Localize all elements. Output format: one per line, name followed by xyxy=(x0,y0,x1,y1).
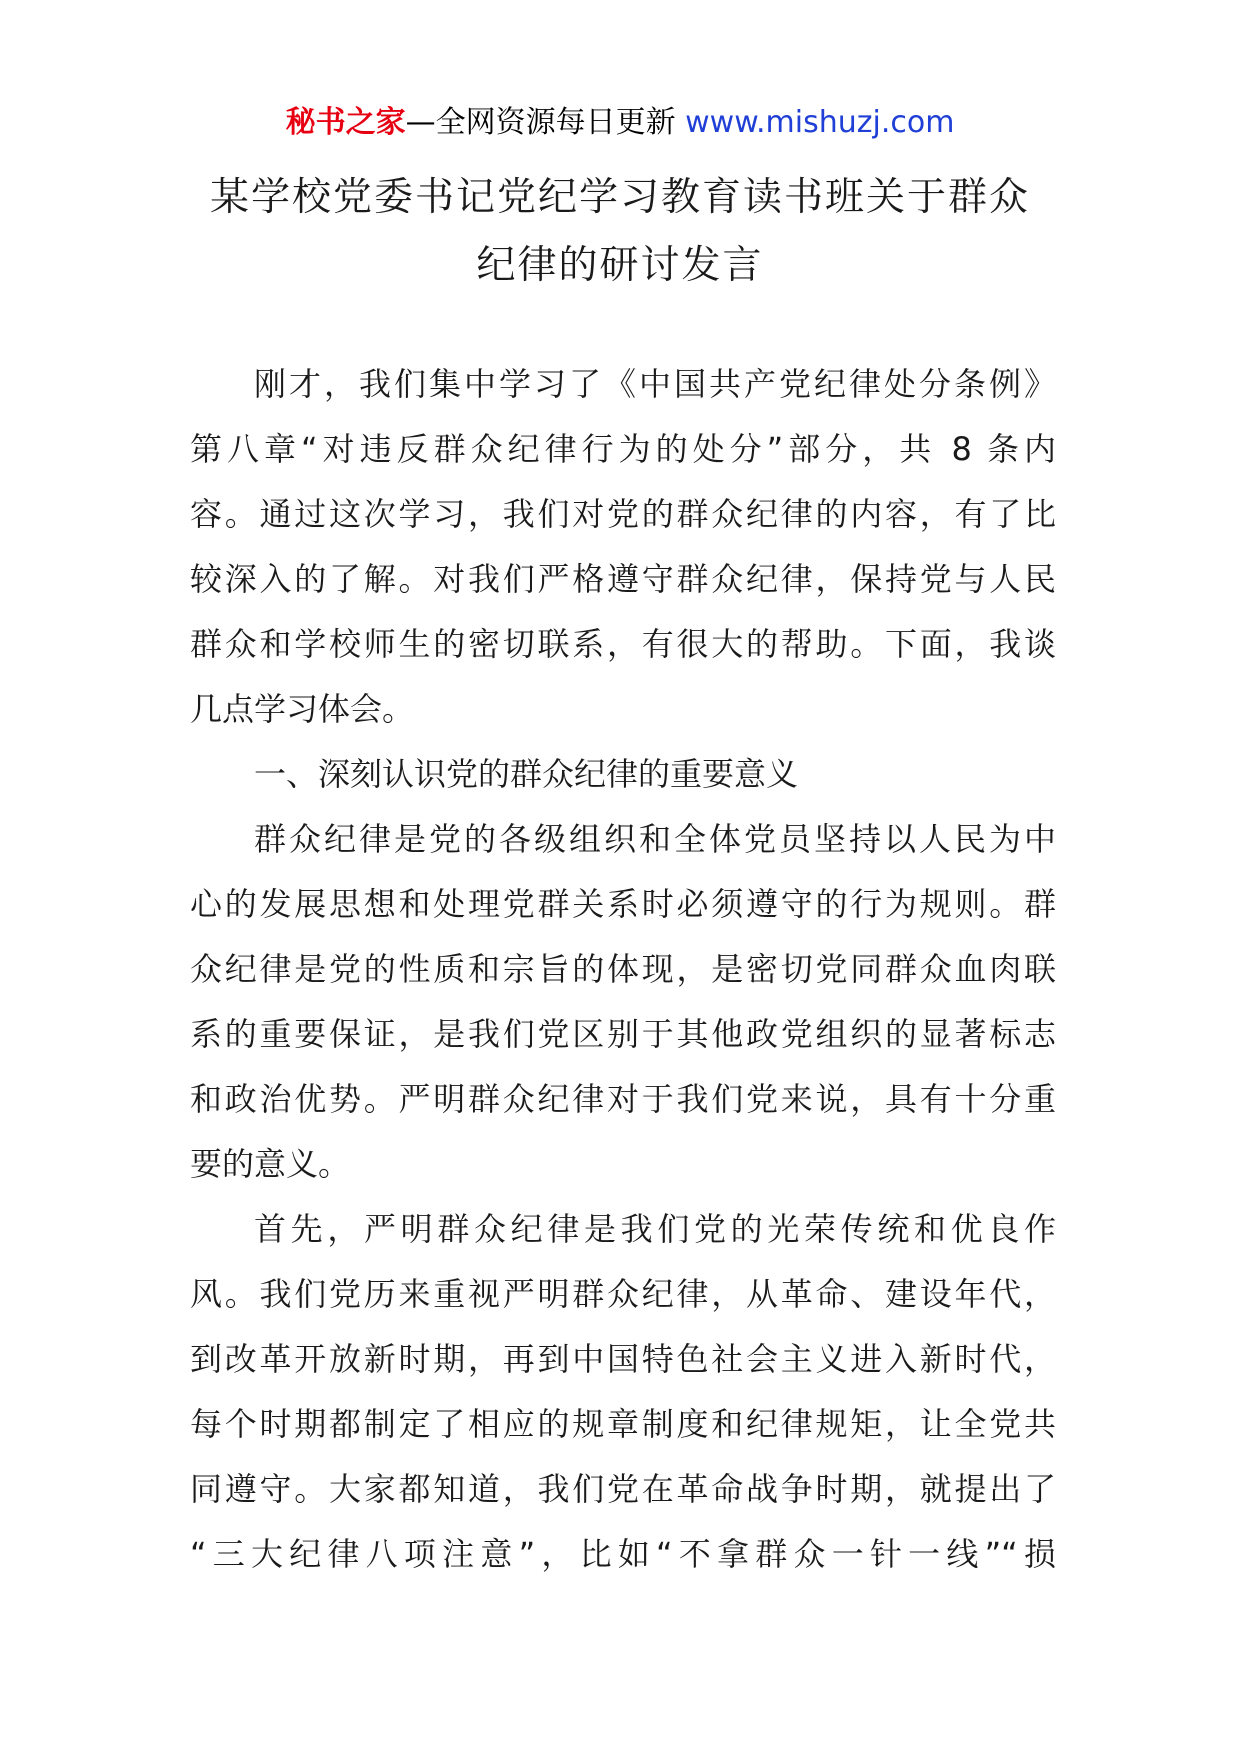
paragraph-line: 刚才，我们集中学习了《中国共产党纪律处分条例》 xyxy=(254,365,1056,403)
paragraph-line: 几点学习体会。 xyxy=(190,690,415,728)
paragraph-line: 系的重要保证，是我们党区别于其他政党组织的显著标志 xyxy=(190,1015,1056,1053)
paragraph-line: 和政治优势。严明群众纪律对于我们党来说，具有十分重 xyxy=(190,1080,1056,1118)
paragraph-line: 较深入的了解。对我们严格遵守群众纪律，保持党与人民 xyxy=(190,560,1056,598)
banner-brand: 秘书之家 xyxy=(285,105,406,140)
paragraph-line: 第八章“对违反群众纪律行为的处分”部分，共 8 条内 xyxy=(190,430,1056,468)
paragraph-line: 到改革开放新时期，再到中国特色社会主义进入新时代， xyxy=(190,1340,1056,1378)
paragraph-line: 心的发展思想和处理党群关系时必须遵守的行为规则。群 xyxy=(190,885,1056,923)
document-title xyxy=(150,164,1090,300)
paragraph-line: 每个时期都制定了相应的规章制度和纪律规矩，让全党共 xyxy=(190,1405,1056,1443)
paragraph-line: 风。我们党历来重视严明群众纪律，从革命、建设年代， xyxy=(190,1275,1056,1313)
title-line-2: 纪律的研讨发言 xyxy=(476,243,764,288)
paragraph-line: 容。通过这次学习，我们对党的群众纪律的内容，有了比 xyxy=(190,495,1056,533)
paragraph-line: 群众纪律是党的各级组织和全体党员坚持以人民为中 xyxy=(254,820,1056,858)
paragraph-line: 要的意义。 xyxy=(190,1145,351,1183)
paragraph-line: “三大纪律八项注意”，比如“不拿群众一针一线”“损 xyxy=(190,1535,1056,1573)
paragraph-line: 首先，严明群众纪律是我们党的光荣传统和优良作 xyxy=(254,1210,1056,1248)
paragraph-line: 同遵守。大家都知道，我们党在革命战争时期，就提出了 xyxy=(190,1470,1056,1508)
site-banner xyxy=(0,100,1240,146)
section-heading: 一、深刻认识党的群众纪律的重要意义 xyxy=(254,755,799,793)
paragraph-line: 群众和学校师生的密切联系，有很大的帮助。下面，我谈 xyxy=(190,625,1056,663)
banner-tagline: —全网资源每日更新 xyxy=(405,105,676,140)
paragraph-line: 众纪律是党的性质和宗旨的体现，是密切党同群众血肉联 xyxy=(190,950,1056,988)
title-line-1: 某学校党委书记党纪学习教育读书班关于群众 xyxy=(209,175,1030,220)
banner-site-link[interactable]: www.mishuzj.com xyxy=(685,105,955,140)
document-body xyxy=(190,352,1056,1587)
